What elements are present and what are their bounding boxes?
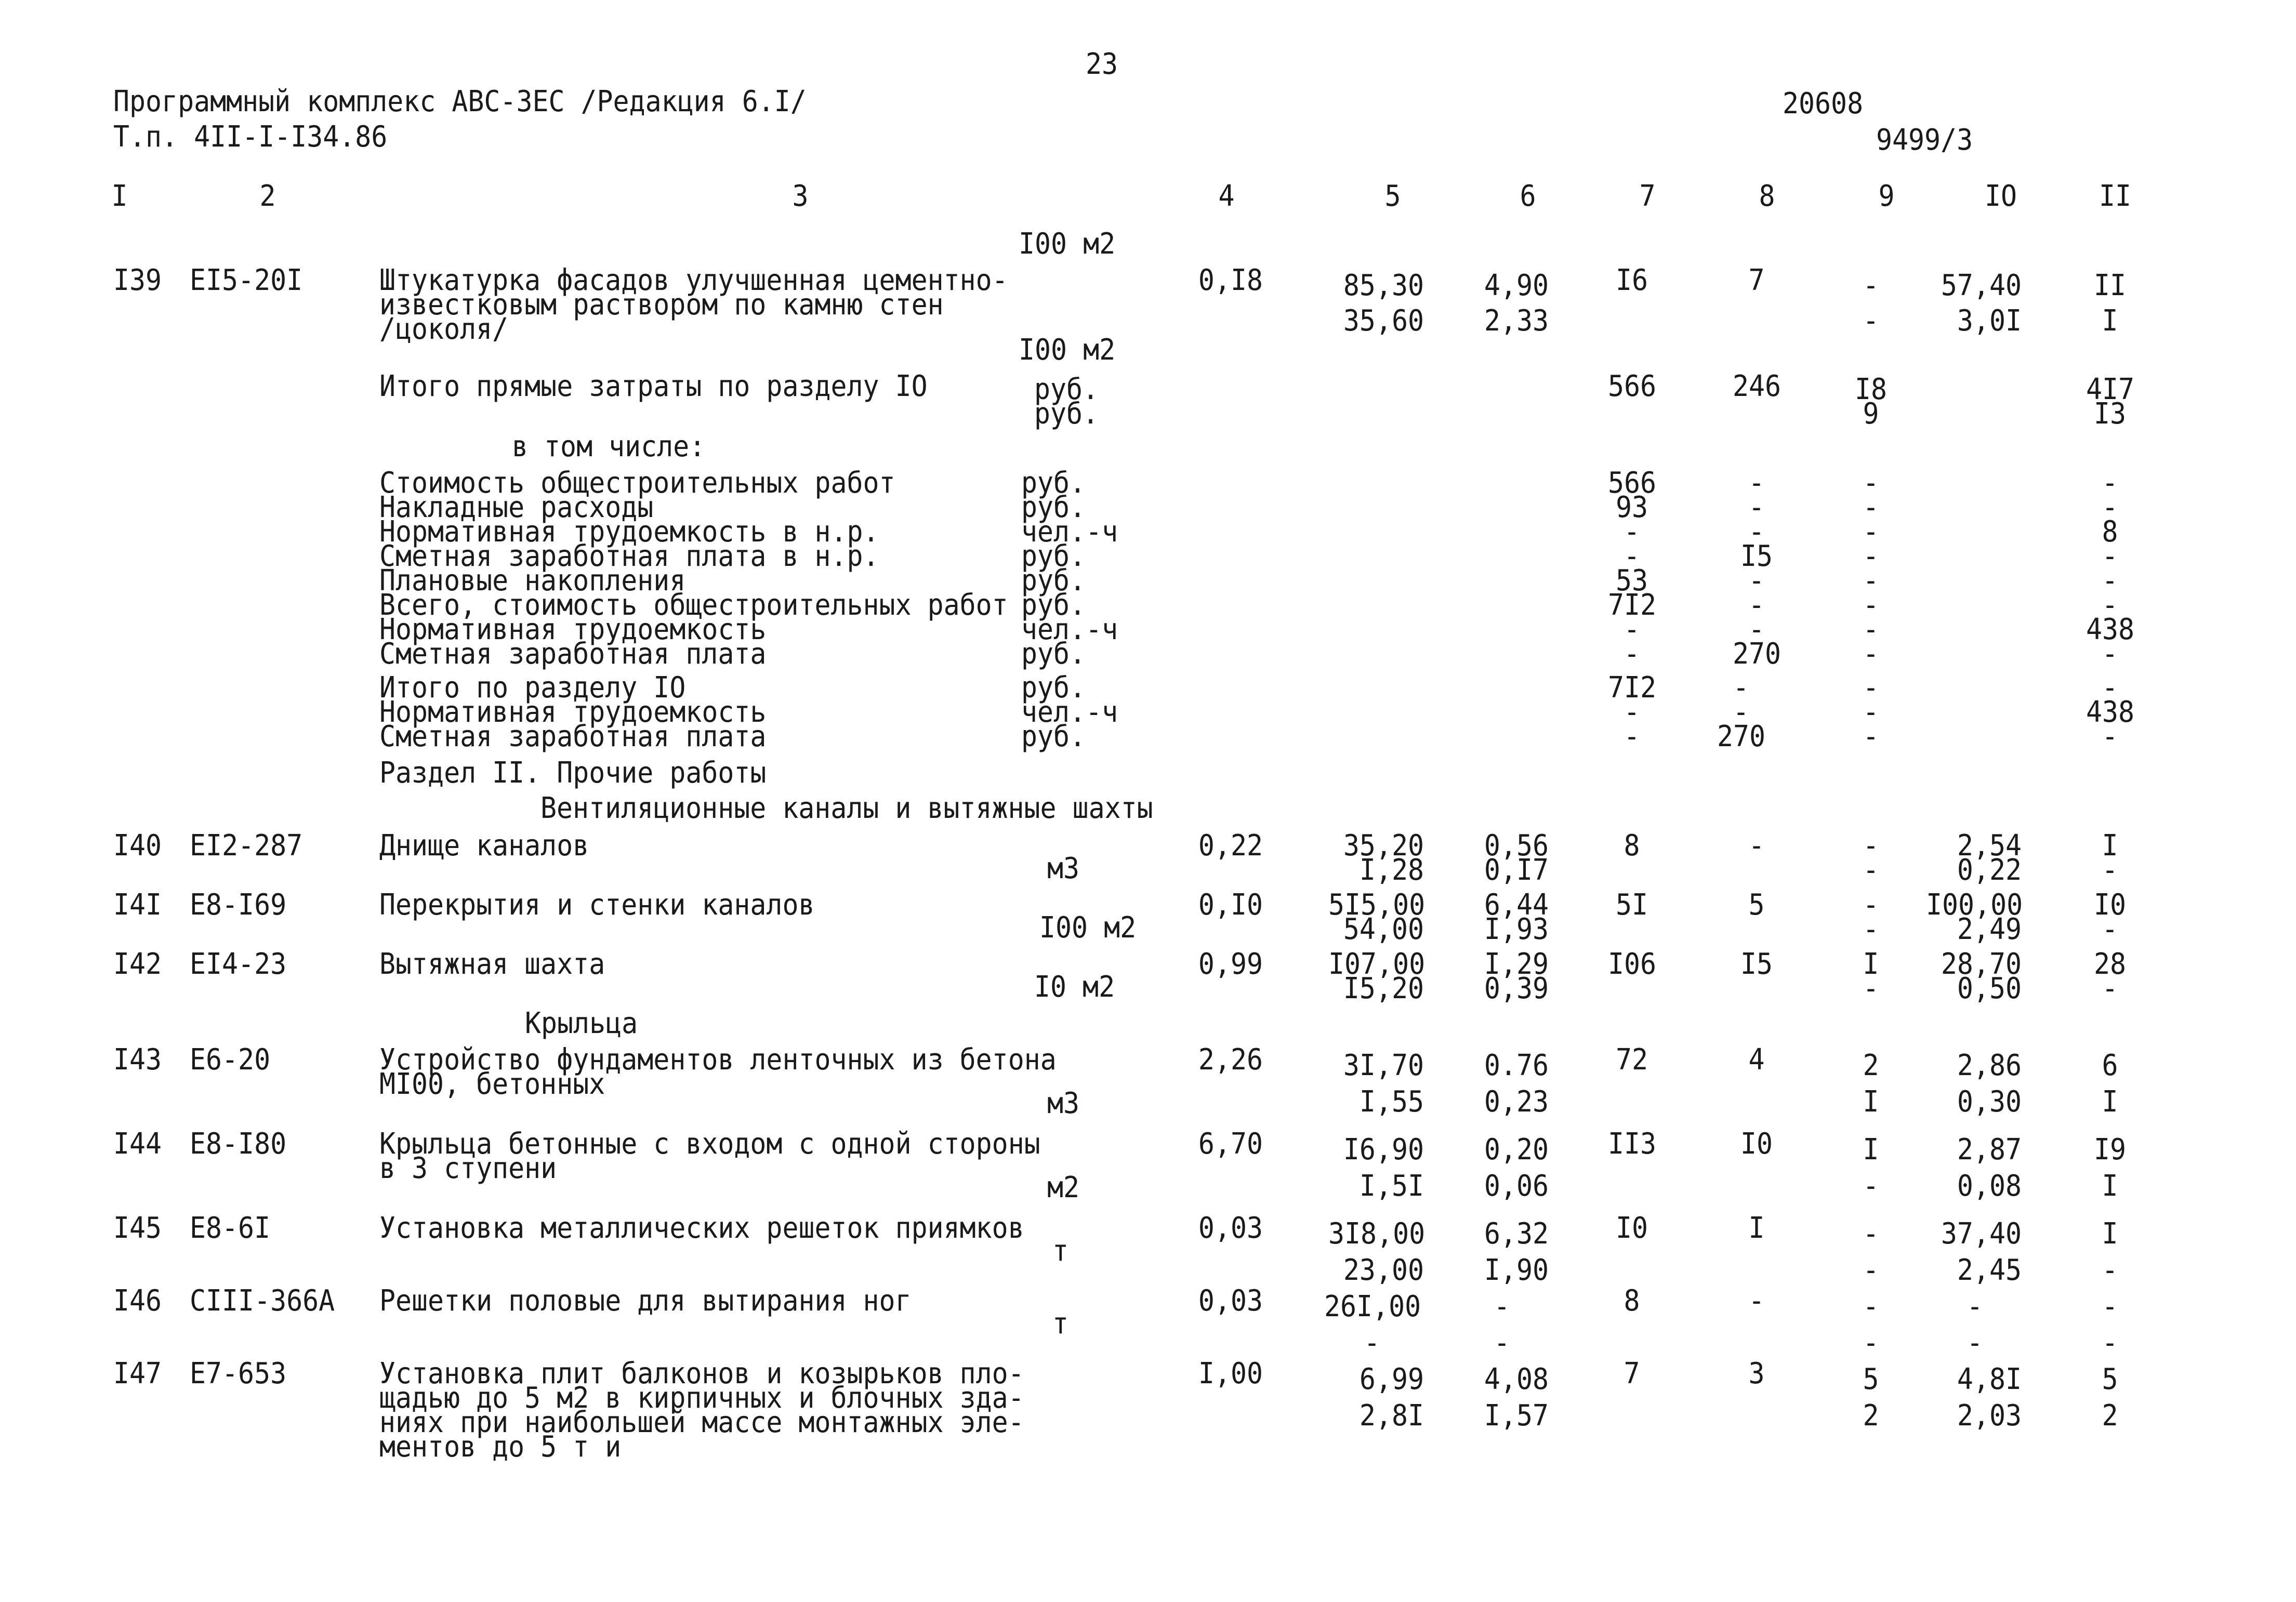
row-code: CIII-366A: [190, 1284, 335, 1318]
total-direct-label: Итого прямые затраты по разделу IO: [379, 369, 928, 403]
unit-label: I00 м2: [1019, 333, 1116, 367]
row-col9: I -: [1863, 1133, 1879, 1203]
sheet-number: 9499/3: [1876, 123, 1973, 157]
row-code: E8-I80: [190, 1127, 287, 1161]
column-header: IO: [1984, 179, 2017, 213]
row-code: EI2-287: [190, 829, 303, 863]
row-total-wage: -: [1748, 1284, 1765, 1318]
row-labor-total: 6 I: [2102, 1049, 2118, 1119]
row-number: I45: [113, 1211, 162, 1245]
row-col9: 2 I: [1863, 1049, 1879, 1119]
column-header: 3: [792, 179, 809, 213]
row-quantity: 0,22: [1198, 829, 1263, 863]
section-total-c9: - - -: [1863, 671, 1879, 753]
row-total-wage: -: [1748, 829, 1765, 863]
row-labor: I00,00 2,49: [1926, 888, 2023, 946]
including-c11: - - 8 - - - 438 -: [2086, 466, 2135, 671]
row-total: 8: [1624, 829, 1640, 863]
row-labor: 28,70 0,50: [1941, 947, 2022, 1005]
row-quantity: 0,99: [1198, 947, 1263, 981]
row-labor: - -: [1967, 1290, 1983, 1360]
column-header: 2: [259, 179, 276, 213]
section-total-c11: - 438 -: [2086, 671, 2135, 753]
row-price-wage: 0,56 0,I7: [1484, 829, 1549, 887]
row-description: Днище каналов: [379, 829, 589, 863]
program-title: Программный комплекс АВС-3ЕС /Редакция 6.I/: [113, 85, 807, 118]
row-total: I06: [1608, 947, 1657, 981]
row-labor-total: - -: [2102, 1290, 2118, 1360]
row-labor: 2,54 0,22: [1957, 829, 2022, 887]
row-price: 26I,00 -: [1324, 1290, 1421, 1360]
row-number: I39: [113, 263, 162, 297]
row-quantity: 0,I0: [1198, 888, 1263, 922]
row-labor: 2,87 0,08: [1957, 1133, 2022, 1203]
row-number: I47: [113, 1357, 162, 1391]
row-description: Вытяжная шахта: [379, 947, 605, 981]
column-header: 5: [1384, 179, 1401, 213]
row-number: I4I: [113, 888, 162, 922]
section-title: Раздел II. Прочие работы: [379, 756, 767, 790]
row-total: I6: [1615, 263, 1648, 297]
row-labor-total: I -: [2102, 829, 2118, 887]
row-total-wage: 5: [1748, 888, 1765, 922]
row-quantity: 0,03: [1198, 1211, 1263, 1245]
row-description: Решетки половые для вытирания ног: [379, 1284, 912, 1318]
row-total: 8: [1624, 1284, 1640, 1318]
total-direct-units: руб. руб.: [1034, 373, 1099, 431]
row-col9: - -: [1863, 888, 1879, 946]
row-code: E7-653: [190, 1357, 287, 1391]
row-price-wage: 0.76 0,23: [1484, 1049, 1549, 1119]
section-total-labels: Итого по разделу IO Нормативная трудоемкость Сметная заработная плата: [379, 671, 767, 753]
row-price-wage: 0,20 0,06: [1484, 1133, 1549, 1203]
row-number: I43: [113, 1043, 162, 1077]
row-labor: 37,40 2,45: [1941, 1217, 2022, 1287]
row-unit: т: [1052, 1307, 1069, 1341]
row-number: I46: [113, 1284, 162, 1318]
row-number: I42: [113, 947, 162, 981]
row-number: I44: [113, 1127, 162, 1161]
row-code: EI5-20I: [190, 263, 303, 297]
row-labor-total: II I: [2093, 269, 2127, 338]
total-direct-c7: 566: [1608, 369, 1657, 403]
row-description: Штукатурка фасадов улучшенная цементно- известковым раствором по камню стен /цоколя/: [379, 263, 1008, 346]
row-unit: I00 м2: [1039, 911, 1137, 945]
document-number: 20608: [1783, 87, 1864, 121]
row-total: I0: [1615, 1211, 1648, 1245]
row-price: 85,30 35,60: [1343, 269, 1424, 338]
total-direct-c11: 4I7 I3: [2086, 373, 2135, 431]
row-code: E8-6I: [190, 1211, 271, 1245]
row-total: II3: [1608, 1127, 1657, 1161]
column-header: I: [111, 179, 128, 213]
column-header: 6: [1520, 179, 1536, 213]
row-price-wage: 4,08 I,57: [1484, 1362, 1549, 1433]
row-unit: I0 м2: [1034, 970, 1115, 1004]
row-total: 72: [1615, 1043, 1648, 1077]
column-header: II: [2099, 179, 2132, 213]
column-header: 9: [1878, 179, 1895, 213]
row-unit: м3: [1047, 1087, 1080, 1120]
row-price-wage: 4,90 2,33: [1484, 269, 1549, 338]
row-col9: - -: [1863, 1290, 1879, 1360]
total-direct-c8: 246: [1733, 369, 1782, 403]
row-col9: 5 2: [1863, 1362, 1879, 1433]
row-code: EI4-23: [190, 947, 287, 981]
row-description: Устройство фундаментов ленточных из бетона MI00, бетонных: [379, 1043, 1057, 1101]
row-price-wage: 6,32 I,90: [1484, 1217, 1549, 1287]
including-labels: Стоимость общестроительных работ Накладные расходы Нормативная трудоемкость в н.р. Сметная заработная плата в н.р. Плановые накопления Всего, стоимость общестроительных работ Нормативная трудоемкость Сметная заработная плата: [379, 466, 1008, 671]
row-labor-total: 28 -: [2093, 947, 2127, 1005]
row-number: I40: [113, 829, 162, 863]
row-col9: - -: [1863, 269, 1879, 338]
row-unit: т: [1052, 1234, 1069, 1268]
section-total-c7: 7I2 - -: [1608, 671, 1657, 753]
row-price: I6,90 I,5I: [1343, 1133, 1424, 1203]
total-direct-c9: I8 9: [1854, 373, 1888, 431]
row-total-wage: I: [1748, 1211, 1765, 1245]
section-total-units: руб. чел.-ч руб.: [1021, 671, 1118, 753]
row-description: Перекрытия и стенки каналов: [379, 888, 815, 922]
including-c8: - - - I5 - - - 270: [1733, 466, 1782, 671]
row-description: Крыльца бетонные с входом с одной стороны в 3 ступени: [379, 1127, 1040, 1185]
column-header: 8: [1759, 179, 1775, 213]
row-code: E6-20: [190, 1043, 271, 1077]
row-price: 5I5,00 54,00: [1328, 888, 1426, 946]
row-price: 3I,70 I,55: [1343, 1049, 1424, 1119]
row-quantity: 2,26: [1198, 1043, 1263, 1077]
row-labor-total: I9 I: [2093, 1133, 2127, 1203]
row-total-wage: I5: [1740, 947, 1773, 981]
subsection-title: Вентиляционные каналы и вытяжные шахты: [540, 791, 1153, 825]
row-price: I07,00 I5,20: [1328, 947, 1426, 1005]
row-total: 5I: [1615, 888, 1648, 922]
row-code: E8-I69: [190, 888, 287, 922]
row-total-wage: 7: [1748, 263, 1765, 297]
row-labor: 57,40 3,0I: [1941, 269, 2022, 338]
row-total-wage: 4: [1748, 1043, 1765, 1077]
subsection-title: Крыльца: [525, 1007, 638, 1040]
row-price: 35,20 I,28: [1343, 829, 1424, 887]
row-quantity: I,00: [1198, 1357, 1263, 1391]
project-code: Т.п. 4II-I-I34.86: [113, 120, 388, 154]
row-unit: м2: [1047, 1171, 1080, 1204]
row-price: 3I8,00 23,00: [1328, 1217, 1426, 1287]
row-price-wage: I,29 0,39: [1484, 947, 1549, 1005]
section-total-c8: - - 270: [1717, 671, 1766, 753]
including-c7: 566 93 - - 53 7I2 - -: [1608, 466, 1657, 671]
column-header: 7: [1639, 179, 1656, 213]
row-quantity: 0,I8: [1198, 263, 1263, 297]
row-labor-total: I -: [2102, 1217, 2118, 1287]
row-col9: - -: [1863, 1217, 1879, 1287]
row-price-wage: 6,44 I,93: [1484, 888, 1549, 946]
row-quantity: 0,03: [1198, 1284, 1263, 1318]
column-header: 4: [1218, 179, 1235, 213]
row-labor-total: I0 -: [2093, 888, 2127, 946]
including-label: в том числе:: [512, 430, 706, 464]
row-col9: - -: [1863, 829, 1879, 887]
row-total: 7: [1624, 1357, 1640, 1391]
row-col9: I -: [1863, 947, 1879, 1005]
row-total-wage: 3: [1748, 1357, 1765, 1391]
row-total-wage: I0: [1740, 1127, 1773, 1161]
row-unit: м3: [1047, 852, 1080, 885]
including-units: руб. руб. чел.-ч руб. руб. руб. чел.-ч руб.: [1021, 466, 1118, 671]
row-labor-total: 5 2: [2102, 1362, 2118, 1433]
row-price: 6,99 2,8I: [1359, 1362, 1424, 1433]
row-description: Установка металлических решеток приямков: [379, 1211, 1024, 1245]
row-description: Установка плит балконов и козырьков пло- щадью до 5 м2 в кирпичных и блочных зда- ниях при наибольшей массе монтажных эле- ментов до 5 т и: [379, 1357, 1024, 1464]
row-labor: 2,86 0,30: [1957, 1049, 2022, 1119]
including-c9: - - - - - - - -: [1863, 466, 1879, 671]
row-price-wage: - -: [1494, 1290, 1510, 1360]
row-labor: 4,8I 2,03: [1957, 1362, 2022, 1433]
unit-label: I00 м2: [1019, 227, 1116, 261]
row-quantity: 6,70: [1198, 1127, 1263, 1161]
page-number: 23: [1085, 47, 1118, 81]
